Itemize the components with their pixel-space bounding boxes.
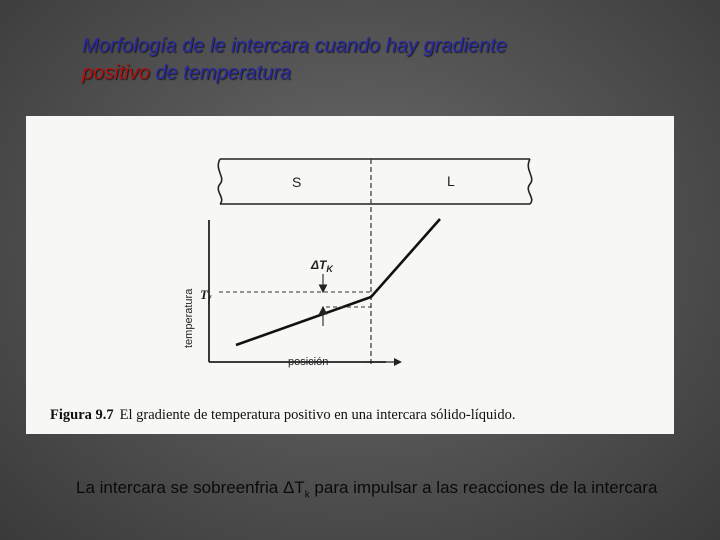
body-text-part2: para impulsar a las reacciones de la intercara: [309, 478, 658, 497]
delta-tk-sub: K: [326, 264, 333, 274]
caption-bold: Figura 9.7: [50, 407, 114, 423]
tf-label: [200, 287, 212, 304]
body-text-sub: k: [304, 489, 310, 501]
axis-x-arrowhead: [394, 358, 402, 366]
axes: [209, 220, 386, 362]
figure-panel: [26, 116, 674, 434]
temperature-profile: [236, 219, 440, 345]
title-highlight: positivo: [82, 62, 150, 84]
figure-caption: [50, 407, 515, 423]
phase-band: [218, 159, 531, 204]
axis-x-label-text: posición: [288, 356, 329, 368]
axis-x-label: [288, 356, 328, 368]
delta-tk-text: ΔT: [311, 258, 327, 272]
label-solid: S: [292, 174, 302, 190]
body-text-part1: La intercara se sobreenfria ΔT: [76, 478, 305, 497]
interface-diagram: [26, 116, 674, 434]
tf-text: T: [200, 287, 208, 302]
caption-text: El gradiente de temperatura positivo en una intercara sólido-líquido.: [119, 407, 516, 423]
tf-sub: f: [207, 294, 211, 304]
title-part2: de temperatura: [149, 62, 292, 84]
label-liquid: L: [447, 173, 455, 189]
delta-tk-arrows: [320, 274, 327, 326]
slide-title: [82, 33, 702, 87]
delta-tk-label: [310, 258, 334, 274]
title-part1: Morfología de le intercara cuando hay gradiente: [82, 35, 507, 57]
body-text: [76, 477, 696, 506]
axis-y-label: temperatura: [183, 288, 195, 348]
